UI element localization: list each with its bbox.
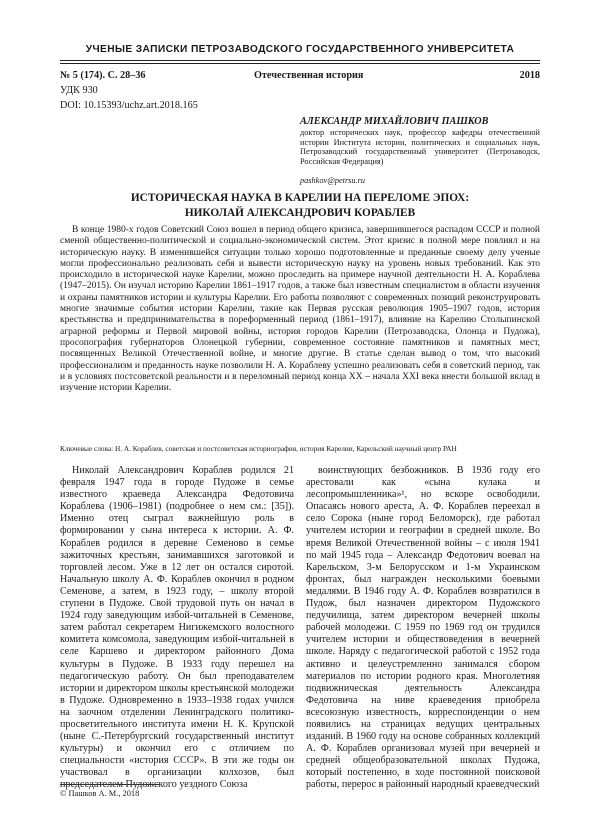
copyright-notice: © Пашков А. М., 2018	[60, 789, 140, 798]
author-email[interactable]: pashkov@petrsu.ru	[300, 176, 366, 185]
issue-number: № 5 (174). С. 28–36	[60, 70, 146, 81]
doi: DOI: 10.15393/uchz.art.2018.165	[60, 100, 198, 111]
header-rule-bottom	[60, 63, 540, 64]
article-title-line-1: ИСТОРИЧЕСКАЯ НАУКА В КАРЕЛИИ НА ПЕРЕЛОМЕ ЭПОХ:	[130, 192, 470, 204]
issue-year: 2018	[519, 70, 540, 81]
abstract: В конце 1980-х годов Советский Союз вошел в период общего кризиса, завершившегося распадом СССР и полной сменой общественно-политической и социально-экономической систем. Этот кризис в полной мере повлиял и на историческую науку. В изменившейся ситуации только хорошо подготовленные и преданные своему делу ученые могли профессионально реализовать себя и вывести историческую науку на уровень новых требований. Как это происходило в исторической науке Карелии, можно проследить на примере научной деятельности Н. А. Кораблева (1947–2015). Он изучал историю Карелии 1861–1917 годов, а также был известным специалистом в области изучения и охраны памятников истории и культуры Карелии. Его работы позволяют с современных позиций реконструировать многие значимые события истории Карелии, такие как Первая русская революция 1905–1907 годов, история крестьянства и предпринимательства в пореформенный период (1861–1917), влияние на Карелию Столыпинской аграрной реформы и Первой мировой войны, история городов Карелии (Петрозаводска, Олонца и Пудожа), просопография губернаторов Олонецкой губернии, современное состояние памятников и памятных мест, посвященных Великой Отечественной войне, и многие другие. В статье сделан вывод о том, что высокий профессионализм и преданность науке позволили Н. А. Кораблеву успешно реализовать себя в советский период, так и в условиях постсоветской реальности и в переломный период конца XX – начала XXI века внести большой вклад в изучение истории Карелии.	[60, 225, 540, 394]
issue-meta-row	[60, 70, 540, 84]
journal-title: УЧЕНЫЕ ЗАПИСКИ ПЕТРОЗАВОДСКОГО ГОСУДАРСТВЕННОГО УНИВЕРСИТЕТА	[85, 44, 515, 55]
article-title-line-2: НИКОЛАЙ АЛЕКСАНДРОВИЧ КОРАБЛЕВ	[184, 206, 416, 219]
author-name: АЛЕКСАНДР МИХАЙЛОВИЧ ПАШКОВ	[300, 116, 489, 127]
udc-code: УДК 930	[60, 85, 98, 96]
body-column-right: воинствующих безбожников. В 1936 году его арестовали как «сына кулака и лесопромышленника»¹, но вскоре освободили. Опасаясь нового ареста, А. Ф. Кораблев переехал в село Сорока (ныне город Беломорск), где работал учителем истории и географии в средней школе. Во время Великой Отечественной войны – с июля 1941 по май 1945 года – Александр Федотович воевал на Карельском, 3-м Белорусском и 1-м Украинском фронтах, был награжден несколькими боевыми медалями. В 1946 году А. Ф. Кораблев возвратился в Пудож, был назначен директором Пудожского педучилища, затем директором вечерней школы рабочей молодежи. С 1959 по 1969 год он трудился учителем истории и обществоведения в вечерней школе. Наряду с педагогической работой с 1952 года активно и целеустремленно занимался сбором материалов по истории родного края. Многолетняя подвижническая деятельность Александра Федотовича на ниве краеведения приобрела всесоюзную известность, корреспонденции о нем появились на страницах ведущих центральных изданий. В 1960 году на основе собранных коллекций А. Ф. Кораблев организовал музей при вечерней и средней общеобразовательной школах Пудожа, который постепенно, в ходе постоянной поисковой работы, перерос в районный народный краеведческий	[306, 465, 540, 791]
author-affiliation: доктор исторических наук, профессор кафедры отечественной истории Института истории, политических и социальных наук, Петрозаводский государственный университет (Петрозаводск, Российская Федерация)	[300, 128, 540, 166]
header-rule-top	[60, 60, 540, 61]
footnote-rule	[60, 784, 160, 785]
body-column-left: Николай Александрович Кораблев родился 21 февраля 1947 года в городе Пудоже в семье известного краеведа Александра Федотовича Кораблева (1906–1981) (подробнее о нем см.: [35]). Именно отец сыграл важнейшую роль в формировании у сына интереса к истории. А. Ф. Кораблев родился в деревне Семеново в семье зажиточных крестьян, занимавшихся заготовкой и торговлей лесом. Уже в 12 лет он остался сиротой. Начальную школу А. Ф. Кораблев окончил в родном Семенове, а затем, в 1923 году, – школу второй ступени в Пудоже. Свой трудовой путь он начал в 1924 году заведующим избой-читальней в Семенове, затем работал секретарем Нигижемского волостного комитета комсомола, заведующим избой-читальней в селе Каршево и директором районного Дома культуры в Пудоже. В 1933 году перешел на педагогическую работу. Он был преподавателем истории и директором школы крестьянской молодежи в Пудоже. Одновременно в 1933–1938 годах учился на заочном отделении Ленинградского политико-просветительного института имени Н. К. Крупской (ныне С.-Петербургский государственный институт культуры) и окончил его с отличием по специальности «история СССР». В эти же годы он участвовал в организации колхозов, был председателем Пудожского уездного Союза	[60, 465, 294, 791]
keywords: Ключевые слова: Н. А. Кораблев, советская и постсоветская историография, история Карелии, Карельский научный центр РАН	[60, 444, 457, 453]
section-rubric: Отечественная история	[254, 70, 364, 81]
article-title	[60, 191, 540, 220]
